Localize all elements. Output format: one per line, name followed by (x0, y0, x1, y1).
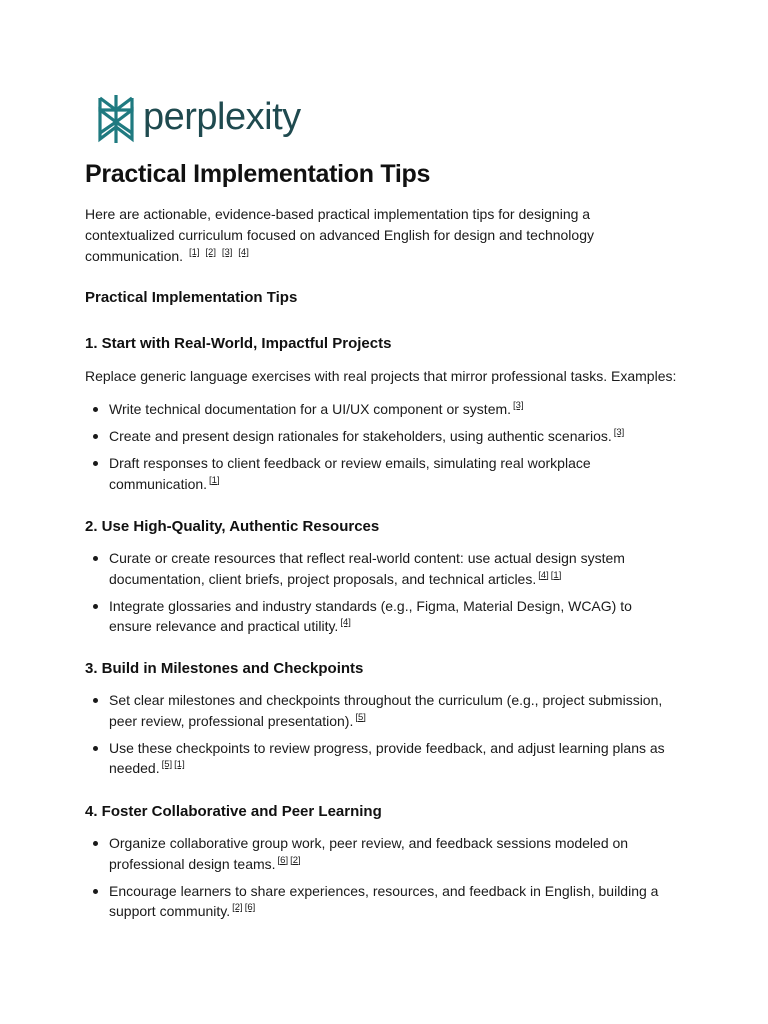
list-item (85, 548, 665, 589)
bullet-list-3 (85, 690, 665, 785)
citation-link[interactable]: [6] (244, 902, 256, 914)
citation-link[interactable]: [4] (238, 247, 249, 259)
citation-link[interactable]: [2] (205, 247, 216, 259)
list-item-text: Create and present design rationales for stakeholders, using authentic scenarios. (109, 428, 612, 444)
section-lead-1: Replace generic language exercises with real projects that mirror professional tasks. Examples: (85, 368, 677, 384)
list-item (85, 426, 665, 447)
list-item (85, 690, 665, 731)
section-heading-1: 1. Start with Real-World, Impactful Projects (85, 335, 392, 352)
citation-link[interactable]: [1] (550, 569, 562, 581)
list-item-text: Curate or create resources that reflect real-world content: use actual design system documentation, client briefs, project proposals, and technical articles. (109, 550, 625, 587)
page-title: Practical Implementation Tips (85, 160, 431, 188)
bullet-list-2 (85, 548, 665, 643)
list-item-text: Encourage learners to share experiences, resources, and feedback in English, building a support community. (109, 882, 659, 919)
list-item (85, 596, 665, 637)
list-item-text: Organize collaborative group work, peer review, and feedback sessions modeled on professional design teams. (109, 835, 629, 872)
perplexity-logo (95, 93, 301, 145)
section-heading-2: 2. Use High-Quality, Authentic Resources (85, 518, 380, 535)
citation-link[interactable]: [2] (232, 902, 243, 914)
citation-link[interactable]: [4] (538, 569, 549, 581)
bullet-list-4 (85, 833, 665, 928)
perplexity-logo-icon (95, 93, 137, 145)
citation-link[interactable]: [2] (290, 854, 301, 866)
citation-link[interactable]: [5] (161, 759, 173, 771)
list-item (85, 399, 665, 420)
list-item (85, 738, 665, 779)
citation-link[interactable]: [1] (188, 247, 200, 259)
citation-link[interactable]: [3] (221, 247, 233, 259)
citation-link[interactable]: [5] (355, 711, 366, 723)
list-item (85, 833, 665, 874)
intro-paragraph (85, 204, 645, 267)
citation-link[interactable]: [4] (340, 617, 351, 629)
citation-link[interactable]: [3] (613, 427, 625, 439)
citation-link[interactable]: [1] (209, 474, 220, 486)
list-item-text: Set clear milestones and checkpoints throughout the curriculum (e.g., project submission, peer review, professional presentation). (109, 692, 663, 729)
section-heading-3: 3. Build in Milestones and Checkpoints (85, 660, 364, 677)
section-heading-4: 4. Foster Collaborative and Peer Learning (85, 803, 382, 820)
citation-link[interactable]: [6] (277, 854, 289, 866)
bullet-list-1 (85, 399, 665, 501)
brand-name: perplexity (143, 96, 301, 138)
list-item-text: Write technical documentation for a UI/UX component or system. (109, 401, 512, 417)
intro-text: Here are actionable, evidence-based practical implementation tips for designing a contextualized curriculum focused on advanced English for design and technology communication. (85, 206, 594, 264)
section-subtitle: Practical Implementation Tips (85, 289, 298, 306)
citation-link[interactable]: [3] (513, 400, 524, 412)
list-item (85, 881, 665, 922)
list-item (85, 453, 665, 494)
list-item-text: Draft responses to client feedback or review emails, simulating real workplace communication. (109, 455, 591, 492)
list-item-text: Integrate glossaries and industry standards (e.g., Figma, Material Design, WCAG) to ensure relevance and practical utility. (109, 597, 632, 634)
citation-link[interactable]: [1] (174, 759, 185, 771)
list-item-text: Use these checkpoints to review progress, provide feedback, and adjust learning plans as needed. (109, 739, 665, 776)
